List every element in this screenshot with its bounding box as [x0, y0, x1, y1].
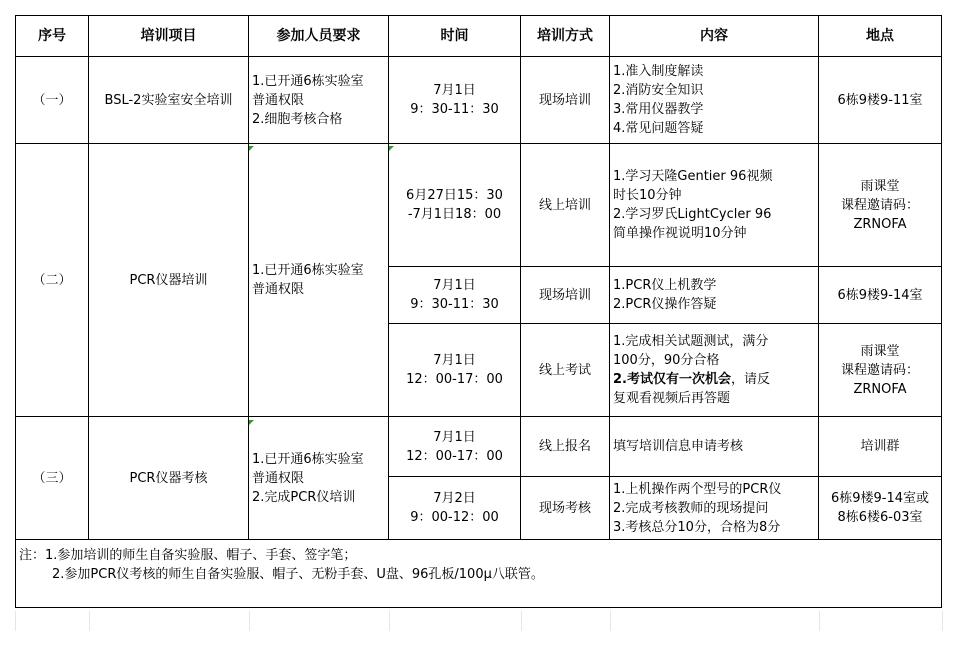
session-time	[389, 324, 521, 417]
time-line: 9：30-11：30	[410, 102, 499, 117]
gridline	[942, 611, 943, 631]
group-index: （三）	[16, 417, 89, 540]
exam-warning-text: 2.考试仅有一次机会	[613, 372, 731, 387]
training-location	[819, 267, 942, 324]
header-index: 序号	[16, 16, 89, 57]
header-content: 内容	[610, 16, 819, 57]
training-location	[819, 417, 942, 477]
location-line: ZRNOFA	[853, 216, 907, 232]
time-line: 9：00-12：00	[410, 510, 499, 525]
time-line: 7月2日	[433, 491, 476, 506]
header-time: 时间	[389, 16, 521, 57]
session-time	[389, 144, 521, 267]
time-line: 6月27日15：30	[406, 188, 503, 203]
location-line: 课程邀请码：	[840, 362, 919, 378]
gridline	[610, 611, 611, 631]
table-row	[16, 57, 942, 144]
time-line: 7月1日	[433, 83, 476, 98]
location-line: 8栋6楼6-03室	[837, 510, 923, 525]
training-method: 线上考试	[521, 324, 610, 417]
training-location	[819, 144, 942, 267]
content-line: 3.常用仪器教学	[613, 102, 704, 117]
training-project: BSL-2实验室安全培训	[89, 57, 249, 144]
content-line: 复观看视频后再答题	[613, 391, 731, 406]
group-index: （二）	[16, 144, 89, 417]
content-line: 2.PCR仪操作答疑	[613, 297, 717, 312]
requirement-line: 2.细胞考核合格	[252, 111, 343, 127]
session-time	[389, 267, 521, 324]
requirement-line: 1.已开通6栋实验室	[252, 451, 364, 467]
content-line: 3.考核总分10分，合格为8分	[613, 519, 781, 535]
training-location	[819, 477, 942, 540]
participant-requirements	[249, 417, 389, 540]
content-line: 2.消防安全知识	[613, 83, 704, 98]
participant-requirements	[249, 144, 389, 417]
notes-row	[16, 540, 942, 608]
training-project: PCR仪器培训	[89, 144, 249, 417]
gridline	[521, 611, 522, 631]
content-line: 2.完成考核教师的现场提问	[613, 500, 769, 516]
location-line: 雨课堂	[860, 343, 900, 359]
requirement-line: 普通权限	[252, 92, 305, 108]
header-requirements: 参加人员要求	[249, 16, 389, 57]
exam-warning-suffix: ，请反	[730, 372, 770, 387]
gridline	[819, 611, 820, 631]
content-line: 时长10分钟	[613, 188, 682, 203]
group-index: （一）	[16, 57, 89, 144]
training-method: 线上培训	[521, 144, 610, 267]
session-time	[389, 477, 521, 540]
training-method: 现场培训	[521, 267, 610, 324]
time-line: 12：00-17：00	[406, 372, 503, 387]
location-line: 课程邀请码：	[840, 197, 919, 213]
content-line: 1.完成相关试题测试，满分	[613, 334, 769, 349]
header-row	[16, 16, 942, 57]
header-project: 培训项目	[89, 16, 249, 57]
training-content	[610, 417, 819, 477]
location-line: 6栋9楼9-14室	[837, 287, 923, 303]
gridline	[389, 611, 390, 631]
table-row	[16, 417, 942, 477]
content-line: 1.学习天隆Gentier 96视频	[613, 169, 773, 184]
training-content	[610, 267, 819, 324]
header-method: 培训方式	[521, 16, 610, 57]
training-location	[819, 324, 942, 417]
gridline	[249, 611, 250, 631]
requirement-line: 1.已开通6栋实验室	[252, 263, 364, 278]
requirement-line: 1.已开通6栋实验室	[252, 73, 364, 89]
content-line: 1.上机操作两个型号的PCR仪	[613, 481, 782, 497]
requirement-line: 2.完成PCR仪培训	[252, 489, 356, 505]
requirement-line: 普通权限	[252, 282, 305, 297]
cell-indicator-icon	[249, 420, 254, 425]
cell-indicator-icon	[389, 146, 394, 151]
training-content	[610, 57, 819, 144]
location-line: 6栋9楼9-11室	[837, 92, 923, 108]
spreadsheet-gridlines	[15, 611, 942, 631]
time-line: 12：00-17：00	[406, 448, 503, 464]
training-location	[819, 57, 942, 144]
time-line: 7月1日	[433, 429, 476, 445]
gridline	[89, 611, 90, 631]
session-time	[389, 57, 521, 144]
content-line: 填写培训信息申请考核	[613, 439, 744, 454]
content-line: 100分，90分合格	[613, 353, 720, 368]
content-line: 1.PCR仪上机教学	[613, 278, 717, 293]
training-content	[610, 144, 819, 267]
requirement-line: 普通权限	[252, 470, 305, 486]
notes-cell	[16, 540, 942, 608]
note-line: 2.参加PCR仪考核的师生自备实验服、帽子、无粉手套、U盘、96孔板/100μ八联管。	[52, 567, 544, 582]
location-line: 雨课堂	[860, 178, 900, 194]
session-time	[389, 417, 521, 477]
time-line: 9：30-11：30	[410, 297, 499, 312]
cell-indicator-icon	[249, 146, 254, 151]
training-content	[610, 324, 819, 417]
time-line: 7月1日	[433, 353, 476, 368]
table-row	[16, 144, 942, 267]
location-line: ZRNOFA	[853, 381, 907, 397]
content-line: 4.常见问题答疑	[613, 121, 704, 136]
content-line: 1.准入制度解读	[613, 64, 704, 79]
training-method: 现场考核	[521, 477, 610, 540]
time-line: 7月1日	[433, 278, 476, 293]
header-location: 地点	[819, 16, 942, 57]
note-line: 注：1.参加培训的师生自备实验服、帽子、手套、签字笔；	[19, 548, 357, 563]
location-line: 培训群	[860, 439, 900, 454]
content-line: 简单操作视说明10分钟	[613, 226, 747, 241]
training-method: 现场培训	[521, 57, 610, 144]
location-line: 6栋9楼9-14室或	[830, 491, 930, 506]
training-schedule-table	[15, 15, 942, 608]
training-project: PCR仪器考核	[89, 417, 249, 540]
content-line: 2.学习罗氏LightCycler 96	[613, 207, 772, 222]
time-line: -7月1日18：00	[407, 207, 502, 222]
training-method: 线上报名	[521, 417, 610, 477]
training-content	[610, 477, 819, 540]
participant-requirements	[249, 57, 389, 144]
content-line-emphasis	[613, 370, 815, 389]
